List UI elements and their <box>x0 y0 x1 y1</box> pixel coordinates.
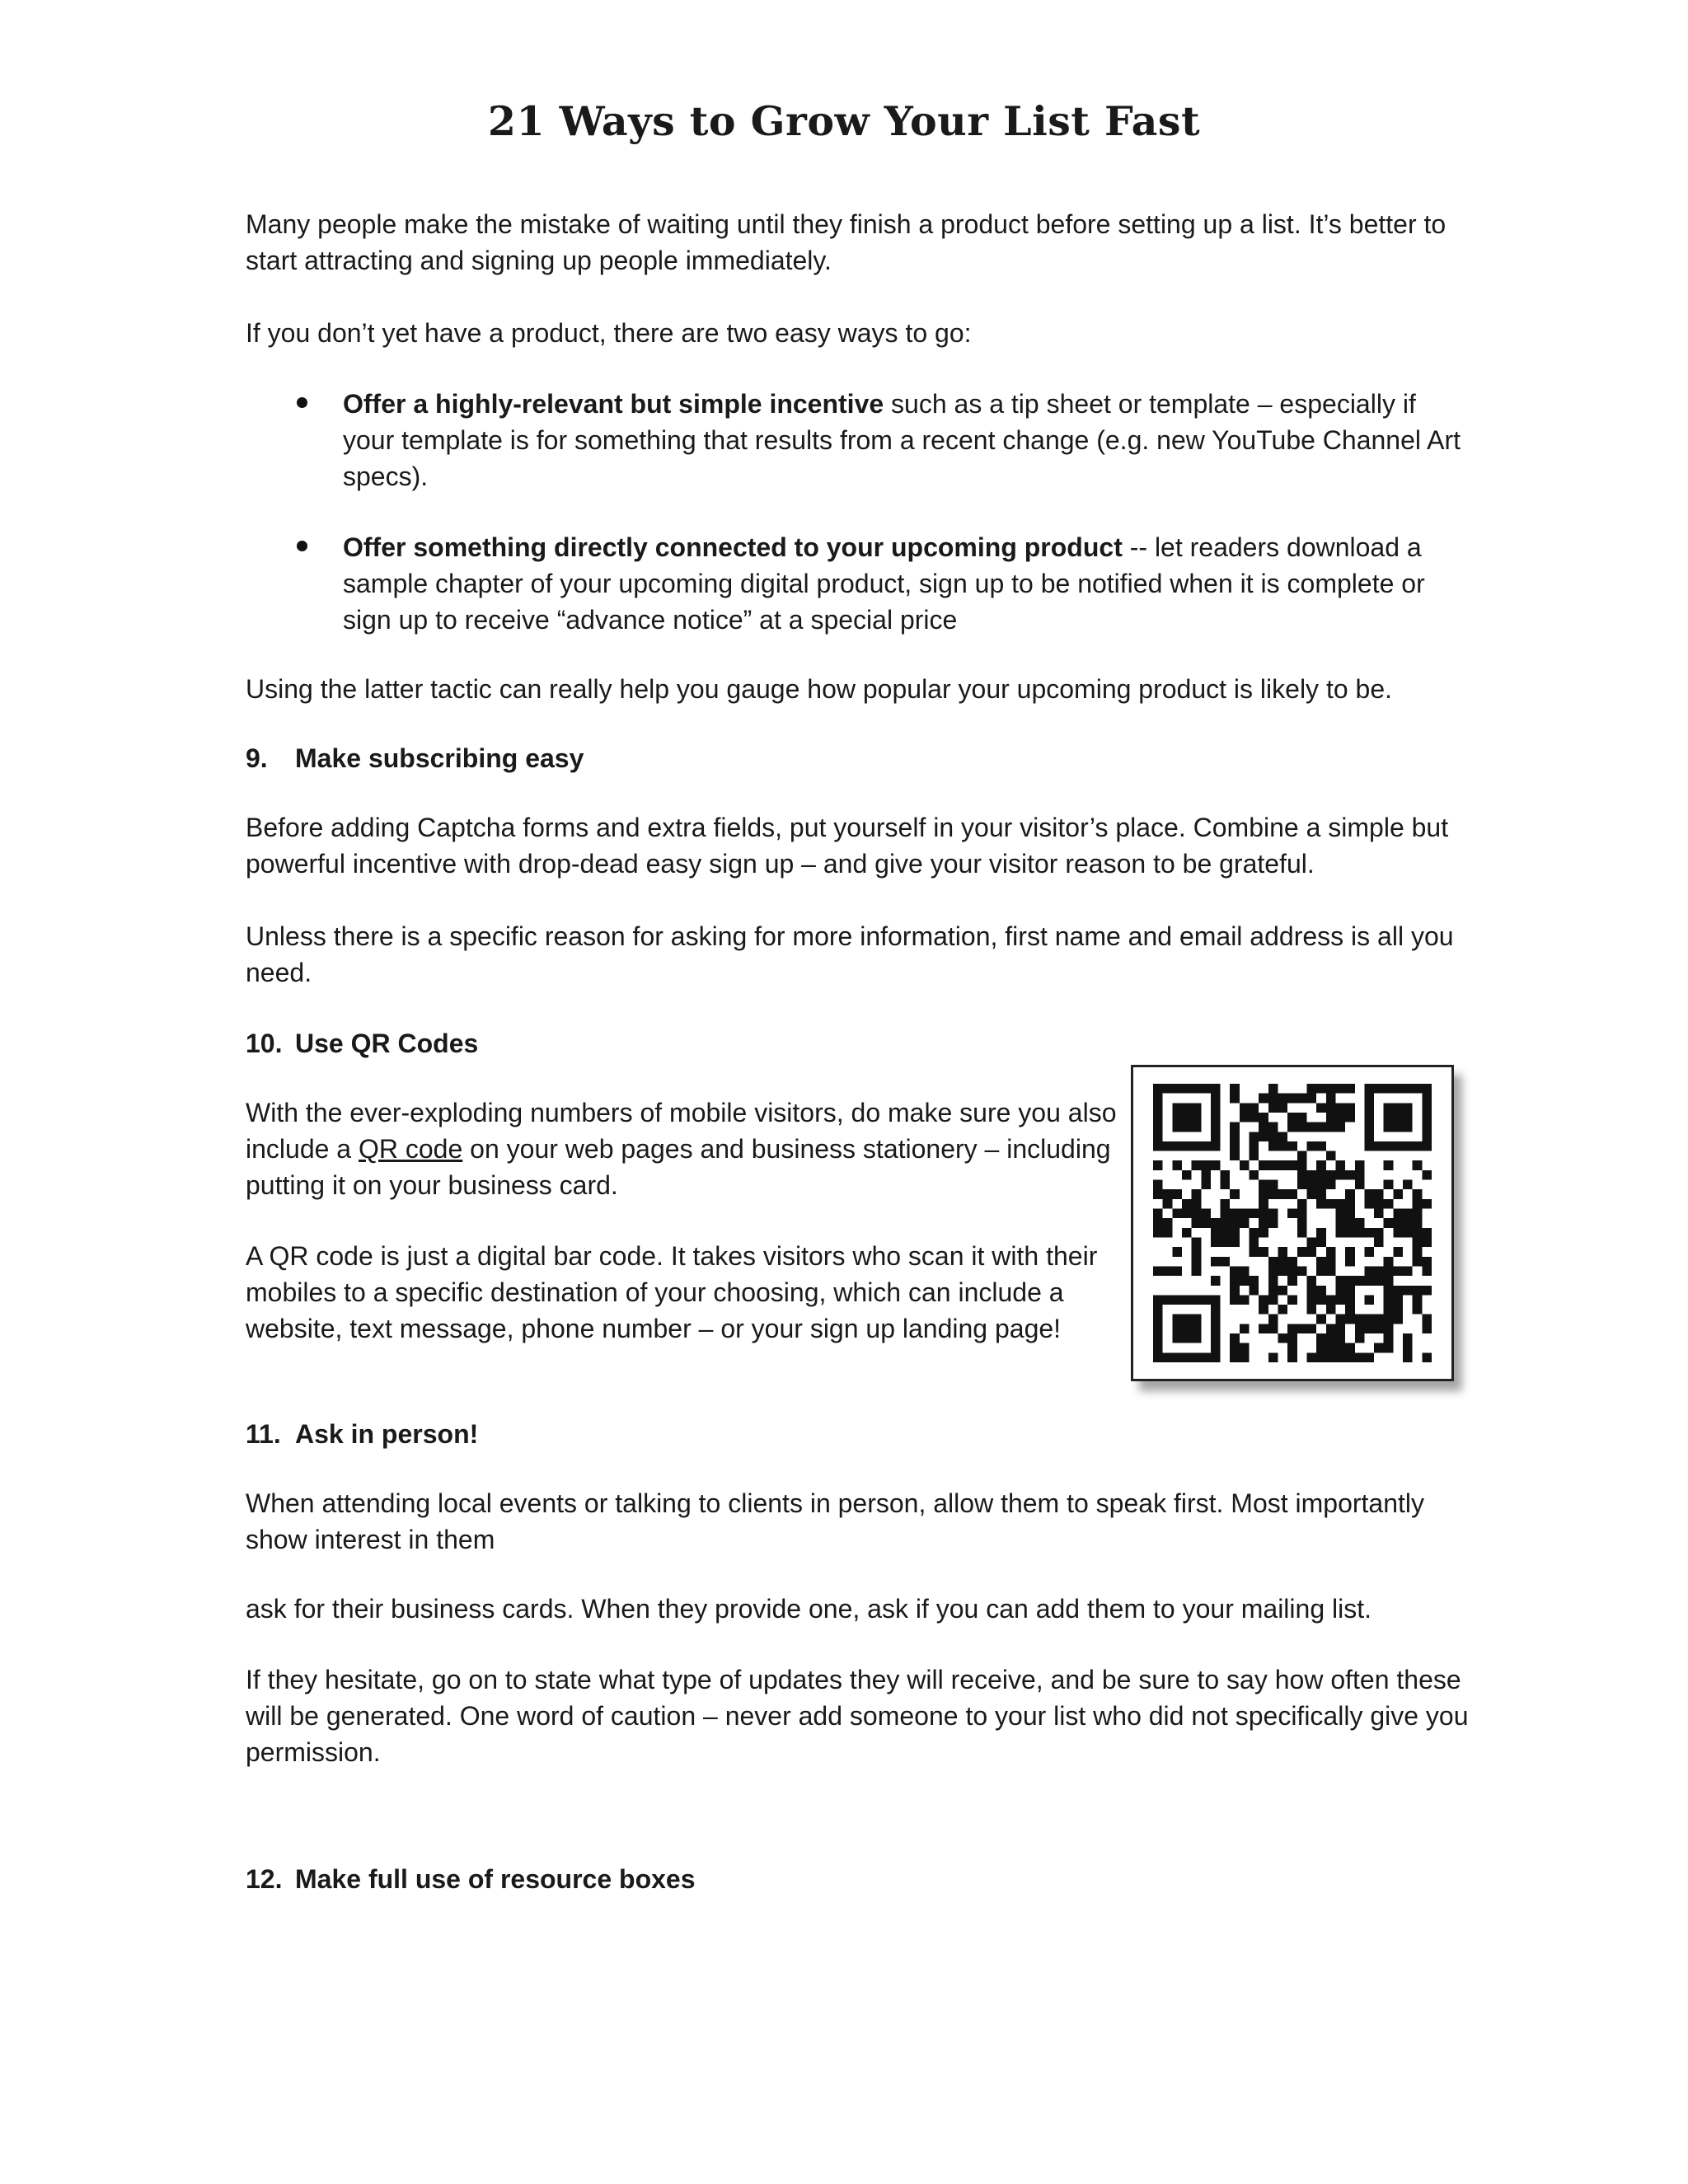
section-heading-text: Ask in person! <box>295 1419 479 1449</box>
section-heading-text: Make full use of resource boxes <box>295 1864 696 1894</box>
bullet-text <box>343 386 1474 494</box>
section-heading-9 <box>246 740 1474 776</box>
page-title: 21 Ways to Grow Your List Fast <box>487 97 1201 145</box>
qr-code-link[interactable]: QR code <box>358 1134 463 1164</box>
section-11-paragraph-2: ask for their business cards. When they provide one, ask if you can add them to your mailing list. <box>246 1594 1372 1624</box>
qr-code-icon <box>1151 1084 1433 1362</box>
section-10-text-after-link: on your web pages and business stationery – including putting it on your business card. <box>246 1134 1111 1200</box>
section-9-paragraph-1: Before adding Captcha forms and extra fields, put yourself in your visitor’s place. Combine a simple but powerful incentive with drop-dead easy sign up – and give your visitor reason to be grateful. <box>246 813 1449 879</box>
bullet-bold-text: Offer a highly-relevant but simple incentive <box>343 389 884 419</box>
after-bullets-paragraph: Using the latter tactic can really help you gauge how popular your upcoming product is likely to be. <box>246 674 1392 704</box>
bullet-body-text: -- let readers download a sample chapter of your upcoming digital product, sign up to be notified when it is complete or sign up to receive “advance notice” at a special price <box>343 532 1425 635</box>
section-number: 10. <box>246 1029 283 1058</box>
section-11-paragraph-1: When attending local events or talking to clients in person, allow them to speak first. Most importantly show interest in them <box>246 1488 1425 1554</box>
section-number: 9. <box>246 743 268 773</box>
intro-paragraph-2: If you don’t yet have a product, there are two easy ways to go: <box>246 318 972 348</box>
section-heading-text: Use QR Codes <box>295 1029 479 1058</box>
section-heading-10 <box>246 1025 1474 1062</box>
section-number: 12. <box>246 1864 283 1894</box>
section-9-paragraph-2: Unless there is a specific reason for asking for more information, first name and email address is all you need. <box>246 921 1454 987</box>
bullet-body-text: such as a tip sheet or template – especially if your template is for something that results from a recent change (e.g. new YouTube Channel Art specs). <box>343 389 1461 491</box>
section-heading-11 <box>246 1416 1474 1452</box>
qr-code-image <box>1131 1065 1454 1381</box>
section-11-paragraph-3: If they hesitate, go on to state what type of updates they will receive, and be sure to say how often these will be generated. One word of caution – never add someone to your list who did not specifically give you permission. <box>246 1665 1469 1767</box>
bullet-bold-text: Offer something directly connected to your upcoming product <box>343 532 1123 562</box>
section-heading-text: Make subscribing easy <box>295 743 584 773</box>
section-10-paragraph-2: A QR code is just a digital bar code. It takes visitors who scan it with their mobiles to a specific destination of your choosing, which can include a website, text message, phone number – or your sign up landing page! <box>246 1241 1098 1343</box>
bullet-dot-icon <box>297 397 307 408</box>
bullet-dot-icon <box>297 541 307 551</box>
bullet-text <box>343 529 1474 638</box>
intro-paragraph-1: Many people make the mistake of waiting until they finish a product before setting up a list. It’s better to start attracting and signing up people immediately. <box>246 209 1447 275</box>
section-10-paragraph-1 <box>246 1094 1119 1203</box>
section-10-text-before-link: With the ever-exploding numbers of mobile visitors, do make sure you also include a <box>246 1098 1117 1164</box>
section-heading-12 <box>246 1861 1474 1897</box>
section-number: 11. <box>246 1419 281 1449</box>
